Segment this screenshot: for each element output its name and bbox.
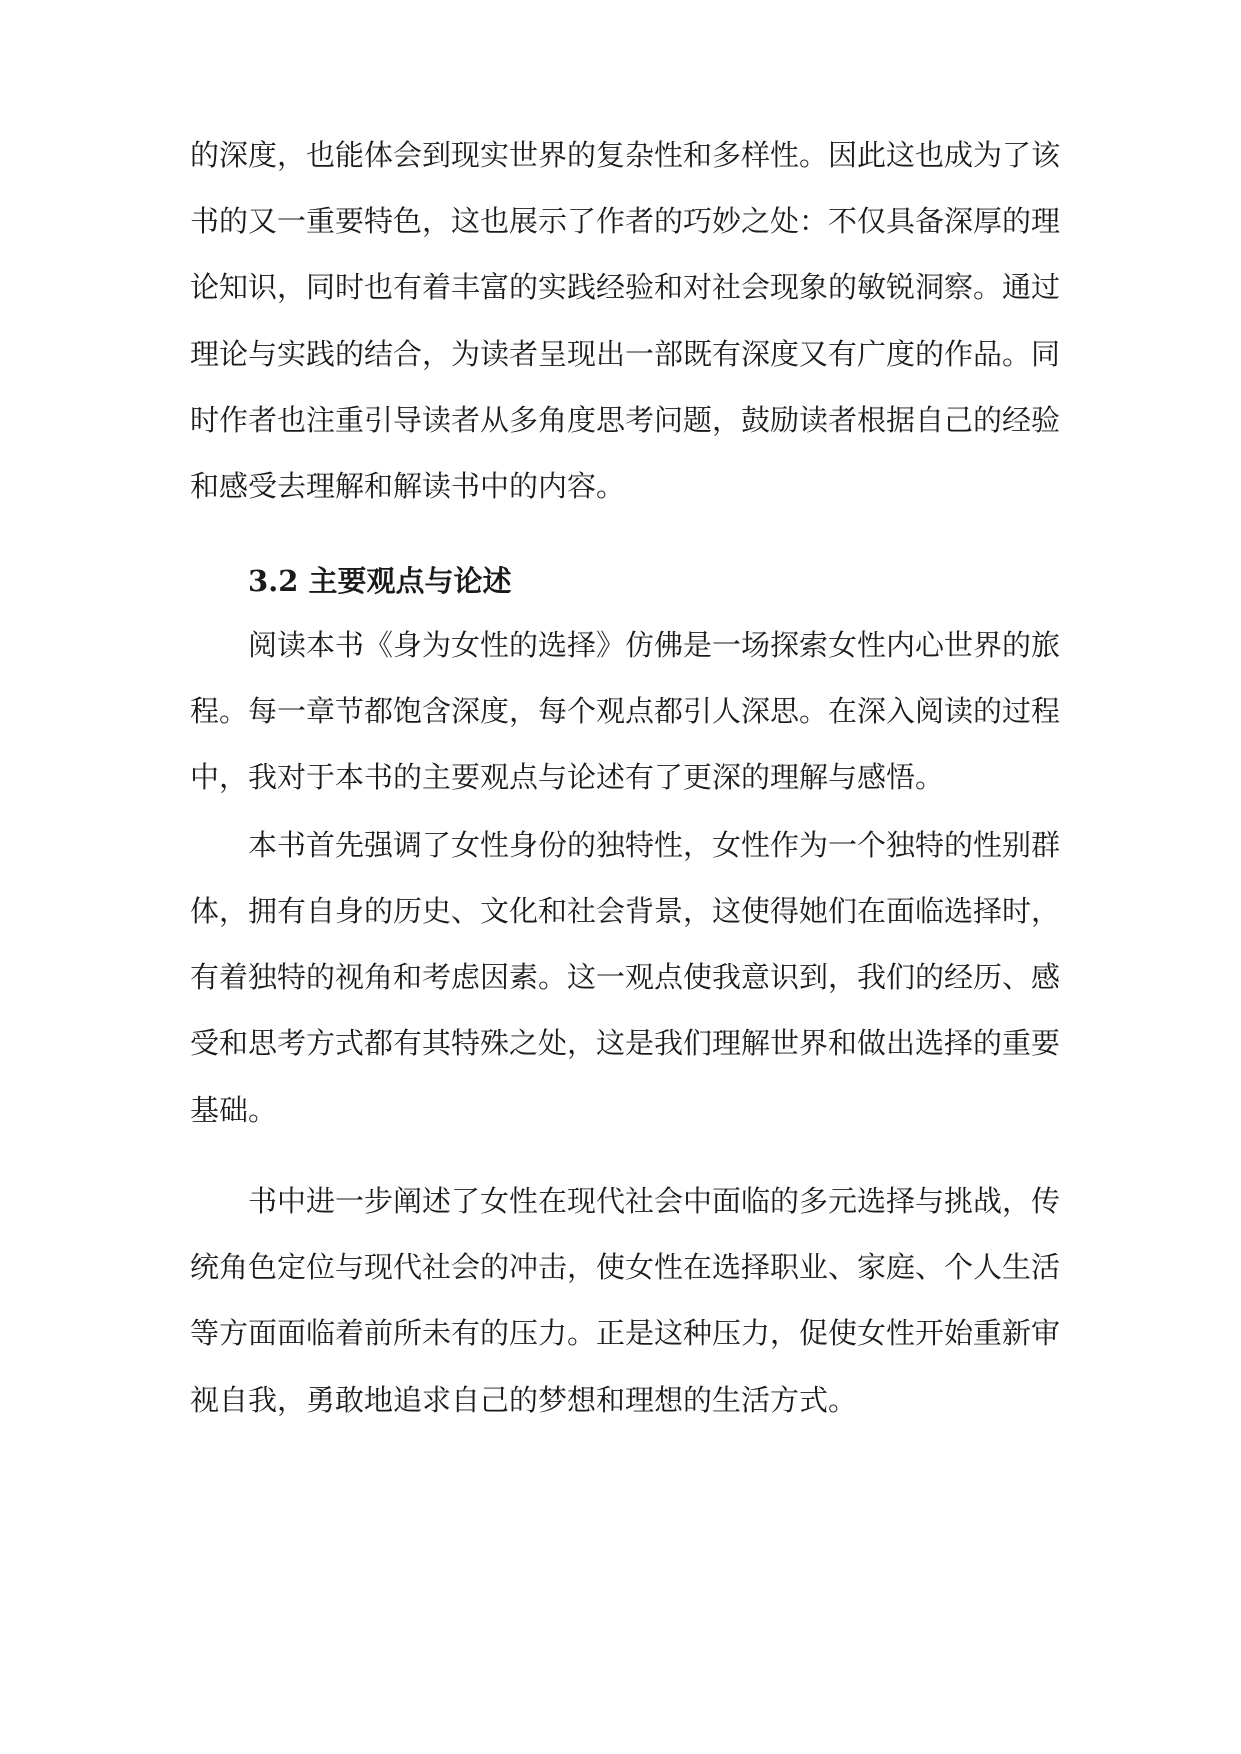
paragraph-line: 体，拥有自身的历史、文化和社会背景，这使得她们在面临选择时， xyxy=(190,894,1061,928)
paragraph-line: 和感受去理解和解读书中的内容。 xyxy=(190,469,626,503)
paragraph-line: 程。每一章节都饱含深度，每个观点都引人深思。在深入阅读的过程 xyxy=(190,694,1061,728)
paragraph-line: 理论与实践的结合，为读者呈现出一部既有深度又有广度的作品。同 xyxy=(190,337,1061,371)
paragraph-line: 中，我对于本书的主要观点与论述有了更深的理解与感悟。 xyxy=(190,760,945,794)
paragraph-line: 本书首先强调了女性身份的独特性，女性作为一个独特的性别群 xyxy=(248,828,1061,862)
paragraph-line: 书的又一重要特色，这也展示了作者的巧妙之处：不仅具备深厚的理 xyxy=(190,204,1061,238)
paragraph-line: 基础。 xyxy=(190,1093,278,1127)
section-heading: 3.2 主要观点与论述 xyxy=(248,564,512,598)
paragraph-line: 有着独特的视角和考虑因素。这一观点使我意识到，我们的经历、感 xyxy=(190,960,1061,994)
paragraph-line: 的深度，也能体会到现实世界的复杂性和多样性。因此这也成为了该 xyxy=(190,138,1061,172)
paragraph-line: 受和思考方式都有其特殊之处，这是我们理解世界和做出选择的重要 xyxy=(190,1026,1061,1060)
paragraph-line: 视自我，勇敢地追求自己的梦想和理想的生活方式。 xyxy=(190,1383,858,1417)
paragraph-line: 时作者也注重引导读者从多角度思考问题，鼓励读者根据自己的经验 xyxy=(190,403,1061,437)
paragraph-line: 论知识，同时也有着丰富的实践经验和对社会现象的敏锐洞察。通过 xyxy=(190,270,1061,304)
paragraph-line: 书中进一步阐述了女性在现代社会中面临的多元选择与挑战，传 xyxy=(248,1184,1061,1218)
paragraph-line: 阅读本书《身为女性的选择》仿佛是一场探索女性内心世界的旅 xyxy=(248,628,1061,662)
paragraph-line: 等方面面临着前所未有的压力。正是这种压力，促使女性开始重新审 xyxy=(190,1316,1061,1350)
paragraph-line: 统角色定位与现代社会的冲击，使女性在选择职业、家庭、个人生活 xyxy=(190,1250,1061,1284)
